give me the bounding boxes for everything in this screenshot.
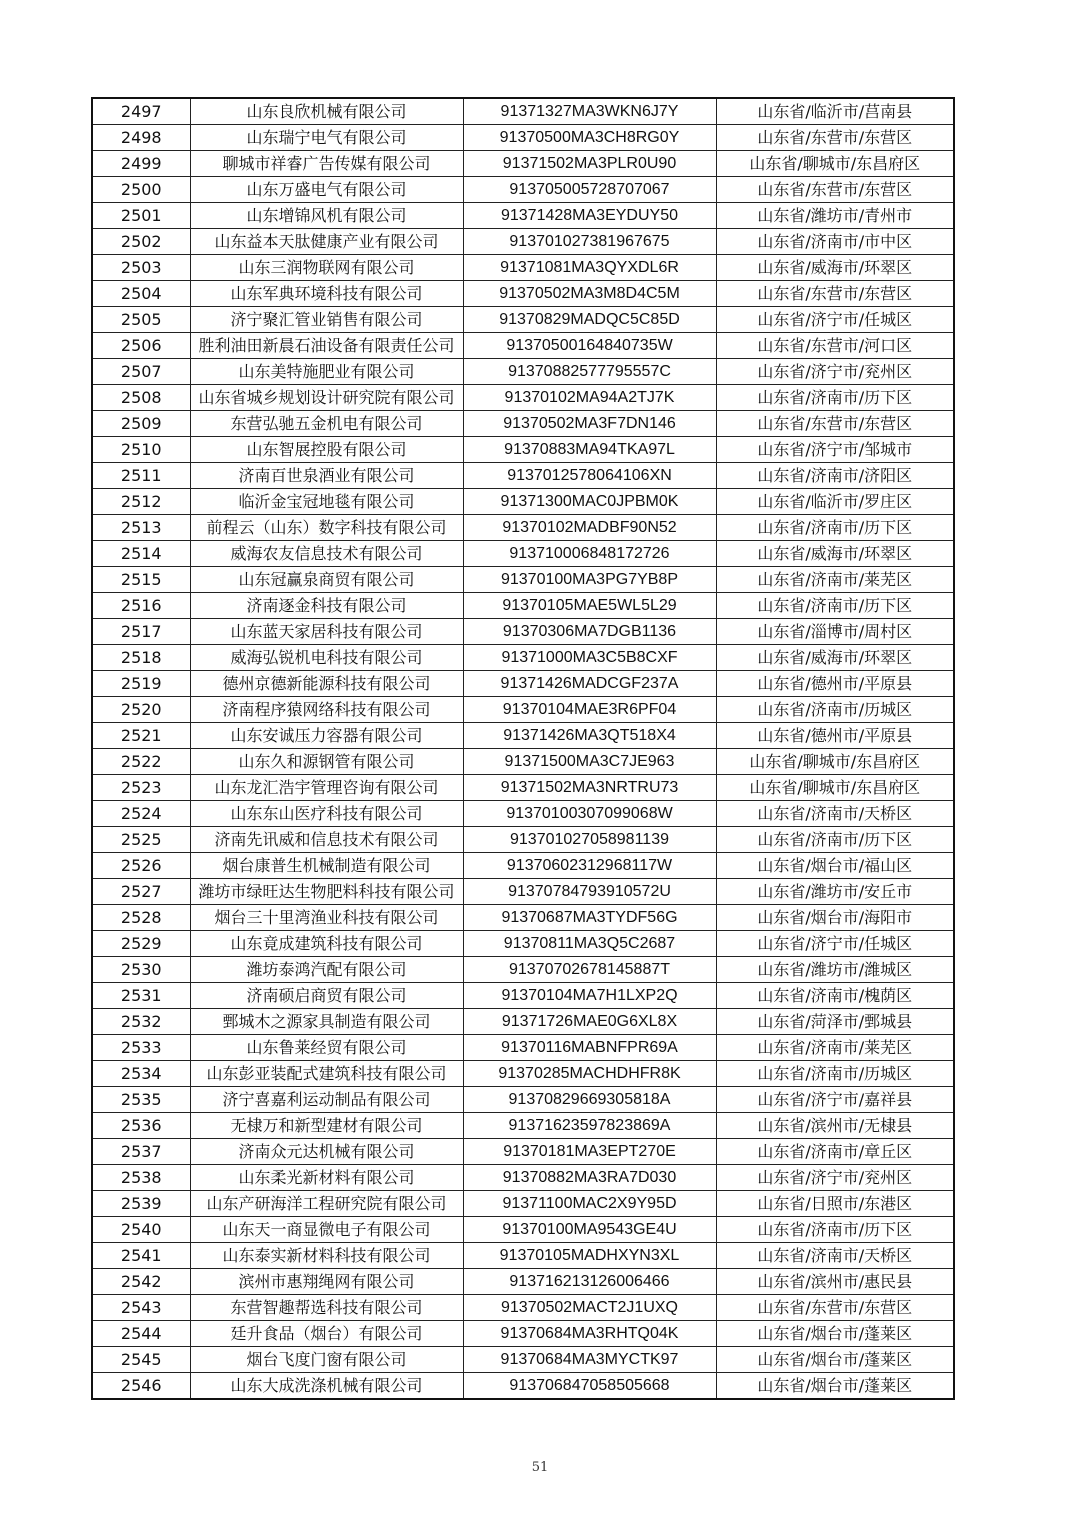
table-row [92, 1165, 954, 1191]
region-cell: 山东省/潍坊市/潍城区 [716, 957, 954, 983]
company-name-cell: 威海弘锐机电科技有限公司 [190, 645, 463, 671]
table-row [92, 281, 954, 307]
serial-number-cell: 2537 [92, 1139, 190, 1165]
region-cell: 山东省/济南市/济阳区 [716, 463, 954, 489]
table-row [92, 983, 954, 1009]
credit-code-cell: 9137012578064106XN [463, 463, 716, 489]
serial-number-cell: 2544 [92, 1321, 190, 1347]
table-row [92, 697, 954, 723]
region-cell: 山东省/临沂市/罗庄区 [716, 489, 954, 515]
company-name-cell: 东营智趣帮选科技有限公司 [190, 1295, 463, 1321]
company-name-cell: 临沂金宝冠地毯有限公司 [190, 489, 463, 515]
credit-code-cell: 91370829MADQC5C85D [463, 307, 716, 333]
table-row [92, 333, 954, 359]
serial-number-cell: 2532 [92, 1009, 190, 1035]
region-cell: 山东省/聊城市/东昌府区 [716, 775, 954, 801]
table-row [92, 1217, 954, 1243]
serial-number-cell: 2503 [92, 255, 190, 281]
serial-number-cell: 2521 [92, 723, 190, 749]
company-name-cell: 山东龙汇浩宇管理咨询有限公司 [190, 775, 463, 801]
serial-number-cell: 2500 [92, 177, 190, 203]
region-cell: 山东省/济南市/历下区 [716, 1217, 954, 1243]
table-row [92, 307, 954, 333]
serial-number-cell: 2498 [92, 125, 190, 151]
company-name-cell: 山东军典环境科技有限公司 [190, 281, 463, 307]
region-cell: 山东省/淄博市/周村区 [716, 619, 954, 645]
credit-code-cell: 91371500MA3C7JE963 [463, 749, 716, 775]
company-name-cell: 山东三润物联网有限公司 [190, 255, 463, 281]
company-name-cell: 山东益本天肽健康产业有限公司 [190, 229, 463, 255]
company-name-cell: 济宁聚汇管业销售有限公司 [190, 307, 463, 333]
serial-number-cell: 2546 [92, 1373, 190, 1400]
company-name-cell: 潍坊泰鸿汽配有限公司 [190, 957, 463, 983]
serial-number-cell: 2520 [92, 697, 190, 723]
company-name-cell: 前程云（山东）数字科技有限公司 [190, 515, 463, 541]
region-cell: 山东省/济宁市/兖州区 [716, 359, 954, 385]
region-cell: 山东省/济宁市/任城区 [716, 931, 954, 957]
credit-code-cell: 91371502MA3PLR0U90 [463, 151, 716, 177]
serial-number-cell: 2519 [92, 671, 190, 697]
table-row [92, 463, 954, 489]
table-row [92, 853, 954, 879]
table-row [92, 749, 954, 775]
region-cell: 山东省/聊城市/东昌府区 [716, 749, 954, 775]
credit-code-cell: 91370684MA3RHTQ04K [463, 1321, 716, 1347]
company-name-cell: 济南逐金科技有限公司 [190, 593, 463, 619]
region-cell: 山东省/威海市/环翠区 [716, 645, 954, 671]
serial-number-cell: 2505 [92, 307, 190, 333]
company-name-cell: 山东冠赢泉商贸有限公司 [190, 567, 463, 593]
credit-code-cell: 91370100MA9543GE4U [463, 1217, 716, 1243]
table-row [92, 1347, 954, 1373]
region-cell: 山东省/烟台市/蓬莱区 [716, 1373, 954, 1400]
credit-code-cell: 91371426MA3QT518X4 [463, 723, 716, 749]
region-cell: 山东省/济南市/历城区 [716, 697, 954, 723]
credit-code-cell: 91370784793910572U [463, 879, 716, 905]
credit-code-cell: 91371327MA3WKN6J7Y [463, 98, 716, 125]
credit-code-cell: 91370105MAE5WL5L29 [463, 593, 716, 619]
serial-number-cell: 2506 [92, 333, 190, 359]
table-row [92, 385, 954, 411]
company-name-cell: 山东万盛电气有限公司 [190, 177, 463, 203]
region-cell: 山东省/东营市/东营区 [716, 125, 954, 151]
table-row [92, 151, 954, 177]
credit-code-cell: 91370811MA3Q5C2687 [463, 931, 716, 957]
credit-code-cell: 91370687MA3TYDF56G [463, 905, 716, 931]
company-name-cell: 烟台三十里湾渔业科技有限公司 [190, 905, 463, 931]
region-cell: 山东省/东营市/东营区 [716, 177, 954, 203]
credit-code-cell: 91370500164840735W [463, 333, 716, 359]
table-row [92, 1243, 954, 1269]
credit-code-cell: 913705005728707067 [463, 177, 716, 203]
company-name-cell: 济宁喜嘉利运动制品有限公司 [190, 1087, 463, 1113]
table-row [92, 775, 954, 801]
company-name-cell: 山东泰实新材料科技有限公司 [190, 1243, 463, 1269]
table-row [92, 255, 954, 281]
credit-code-cell: 91371000MA3C5B8CXF [463, 645, 716, 671]
company-name-cell: 山东竟成建筑科技有限公司 [190, 931, 463, 957]
credit-code-cell: 91371623597823869A [463, 1113, 716, 1139]
table-row [92, 801, 954, 827]
credit-code-cell: 91370502MACT2J1UXQ [463, 1295, 716, 1321]
serial-number-cell: 2522 [92, 749, 190, 775]
company-name-cell: 山东鲁莱经贸有限公司 [190, 1035, 463, 1061]
region-cell: 山东省/东营市/东营区 [716, 1295, 954, 1321]
region-cell: 山东省/烟台市/海阳市 [716, 905, 954, 931]
table-row [92, 359, 954, 385]
company-name-cell: 山东美特施肥业有限公司 [190, 359, 463, 385]
company-name-cell: 山东产研海洋工程研究院有限公司 [190, 1191, 463, 1217]
region-cell: 山东省/济南市/历下区 [716, 593, 954, 619]
region-cell: 山东省/聊城市/东昌府区 [716, 151, 954, 177]
company-name-cell: 济南硕启商贸有限公司 [190, 983, 463, 1009]
table-row [92, 541, 954, 567]
credit-code-cell: 91371502MA3NRTRU73 [463, 775, 716, 801]
region-cell: 山东省/济南市/历下区 [716, 385, 954, 411]
company-name-cell: 德州京德新能源科技有限公司 [190, 671, 463, 697]
table-row [92, 177, 954, 203]
company-name-cell: 滨州市惠翔绳网有限公司 [190, 1269, 463, 1295]
credit-code-cell: 91370882MA3RA7D030 [463, 1165, 716, 1191]
company-name-cell: 山东彭亚装配式建筑科技有限公司 [190, 1061, 463, 1087]
table-row [92, 411, 954, 437]
region-cell: 山东省/威海市/环翠区 [716, 541, 954, 567]
company-name-cell: 廷升食品（烟台）有限公司 [190, 1321, 463, 1347]
company-name-cell: 山东安诚压力容器有限公司 [190, 723, 463, 749]
serial-number-cell: 2502 [92, 229, 190, 255]
company-name-cell: 胜利油田新晨石油设备有限责任公司 [190, 333, 463, 359]
credit-code-cell: 91371300MAC0JPBM0K [463, 489, 716, 515]
company-name-cell: 山东柔光新材料有限公司 [190, 1165, 463, 1191]
serial-number-cell: 2518 [92, 645, 190, 671]
credit-code-cell: 91370882577795557C [463, 359, 716, 385]
region-cell: 山东省/济南市/章丘区 [716, 1139, 954, 1165]
company-name-cell: 威海农友信息技术有限公司 [190, 541, 463, 567]
credit-code-cell: 91370100MA3PG7YB8P [463, 567, 716, 593]
serial-number-cell: 2529 [92, 931, 190, 957]
company-name-cell: 山东大成洗涤机械有限公司 [190, 1373, 463, 1400]
serial-number-cell: 2514 [92, 541, 190, 567]
serial-number-cell: 2513 [92, 515, 190, 541]
company-name-cell: 山东良欣机械有限公司 [190, 98, 463, 125]
region-cell: 山东省/济南市/历城区 [716, 1061, 954, 1087]
credit-code-cell: 913706847058505668 [463, 1373, 716, 1400]
table-row [92, 1113, 954, 1139]
credit-code-cell: 91370883MA94TKA97L [463, 437, 716, 463]
serial-number-cell: 2535 [92, 1087, 190, 1113]
table-row [92, 1139, 954, 1165]
serial-number-cell: 2517 [92, 619, 190, 645]
credit-code-cell: 91370100307099068W [463, 801, 716, 827]
region-cell: 山东省/济南市/天桥区 [716, 1243, 954, 1269]
table-row [92, 827, 954, 853]
credit-code-cell: 91370181MA3EPT270E [463, 1139, 716, 1165]
region-cell: 山东省/济宁市/邹城市 [716, 437, 954, 463]
table-row [92, 125, 954, 151]
serial-number-cell: 2539 [92, 1191, 190, 1217]
region-cell: 山东省/济南市/天桥区 [716, 801, 954, 827]
credit-code-cell: 91370102MA94A2TJ7K [463, 385, 716, 411]
serial-number-cell: 2533 [92, 1035, 190, 1061]
region-cell: 山东省/滨州市/惠民县 [716, 1269, 954, 1295]
region-cell: 山东省/菏泽市/鄄城县 [716, 1009, 954, 1035]
credit-code-cell: 91370829669305818A [463, 1087, 716, 1113]
serial-number-cell: 2511 [92, 463, 190, 489]
region-cell: 山东省/德州市/平原县 [716, 671, 954, 697]
table-row [92, 1295, 954, 1321]
serial-number-cell: 2541 [92, 1243, 190, 1269]
region-cell: 山东省/日照市/东港区 [716, 1191, 954, 1217]
table-row [92, 98, 954, 125]
company-name-cell: 济南众元达机械有限公司 [190, 1139, 463, 1165]
serial-number-cell: 2507 [92, 359, 190, 385]
serial-number-cell: 2512 [92, 489, 190, 515]
table-row [92, 515, 954, 541]
serial-number-cell: 2504 [92, 281, 190, 307]
serial-number-cell: 2526 [92, 853, 190, 879]
table-row [92, 437, 954, 463]
table-row [92, 645, 954, 671]
company-name-cell: 济南百世泉酒业有限公司 [190, 463, 463, 489]
credit-code-cell: 91370105MADHXYN3XL [463, 1243, 716, 1269]
company-name-cell: 烟台飞度门窗有限公司 [190, 1347, 463, 1373]
company-list-table [91, 97, 955, 1400]
table-row [92, 905, 954, 931]
serial-number-cell: 2536 [92, 1113, 190, 1139]
table-row [92, 1269, 954, 1295]
table-row [92, 1191, 954, 1217]
region-cell: 山东省/东营市/东营区 [716, 281, 954, 307]
credit-code-cell: 913701027381967675 [463, 229, 716, 255]
table-row [92, 203, 954, 229]
company-name-cell: 济南先讯威和信息技术有限公司 [190, 827, 463, 853]
region-cell: 山东省/滨州市/无棣县 [716, 1113, 954, 1139]
region-cell: 山东省/济南市/历下区 [716, 827, 954, 853]
serial-number-cell: 2542 [92, 1269, 190, 1295]
serial-number-cell: 2531 [92, 983, 190, 1009]
credit-code-cell: 91370500MA3CH8RG0Y [463, 125, 716, 151]
credit-code-cell: 91370502MA3F7DN146 [463, 411, 716, 437]
credit-code-cell: 91371726MAE0G6XL8X [463, 1009, 716, 1035]
region-cell: 山东省/烟台市/福山区 [716, 853, 954, 879]
region-cell: 山东省/烟台市/蓬莱区 [716, 1347, 954, 1373]
company-name-cell: 东营弘驰五金机电有限公司 [190, 411, 463, 437]
region-cell: 山东省/济南市/莱芜区 [716, 1035, 954, 1061]
company-name-cell: 山东增锦风机有限公司 [190, 203, 463, 229]
region-cell: 山东省/东营市/东营区 [716, 411, 954, 437]
serial-number-cell: 2524 [92, 801, 190, 827]
table-row [92, 489, 954, 515]
table-row [92, 723, 954, 749]
serial-number-cell: 2501 [92, 203, 190, 229]
company-name-cell: 山东东山医疗科技有限公司 [190, 801, 463, 827]
region-cell: 山东省/临沂市/莒南县 [716, 98, 954, 125]
credit-code-cell: 91370306MA7DGB1136 [463, 619, 716, 645]
company-name-cell: 山东省城乡规划设计研究院有限公司 [190, 385, 463, 411]
serial-number-cell: 2538 [92, 1165, 190, 1191]
credit-code-cell: 91370285MACHDHFR8K [463, 1061, 716, 1087]
serial-number-cell: 2527 [92, 879, 190, 905]
table-row [92, 1087, 954, 1113]
credit-code-cell: 91370702678145887T [463, 957, 716, 983]
serial-number-cell: 2516 [92, 593, 190, 619]
company-name-cell: 山东智展控股有限公司 [190, 437, 463, 463]
region-cell: 山东省/烟台市/蓬莱区 [716, 1321, 954, 1347]
serial-number-cell: 2509 [92, 411, 190, 437]
serial-number-cell: 2523 [92, 775, 190, 801]
region-cell: 山东省/德州市/平原县 [716, 723, 954, 749]
credit-code-cell: 91370116MABNFPR69A [463, 1035, 716, 1061]
company-name-cell: 山东久和源钢管有限公司 [190, 749, 463, 775]
table-row [92, 879, 954, 905]
region-cell: 山东省/东营市/河口区 [716, 333, 954, 359]
table-row [92, 567, 954, 593]
serial-number-cell: 2525 [92, 827, 190, 853]
table-row [92, 593, 954, 619]
company-list-body [92, 98, 954, 1399]
table-row [92, 1321, 954, 1347]
serial-number-cell: 2528 [92, 905, 190, 931]
company-name-cell: 山东瑞宁电气有限公司 [190, 125, 463, 151]
credit-code-cell: 913710006848172726 [463, 541, 716, 567]
region-cell: 山东省/威海市/环翠区 [716, 255, 954, 281]
region-cell: 山东省/济南市/市中区 [716, 229, 954, 255]
serial-number-cell: 2515 [92, 567, 190, 593]
serial-number-cell: 2545 [92, 1347, 190, 1373]
region-cell: 山东省/潍坊市/青州市 [716, 203, 954, 229]
table-row [92, 957, 954, 983]
table-row [92, 1009, 954, 1035]
credit-code-cell: 91370502MA3M8D4C5M [463, 281, 716, 307]
region-cell: 山东省/济南市/历下区 [716, 515, 954, 541]
serial-number-cell: 2530 [92, 957, 190, 983]
table-row [92, 619, 954, 645]
region-cell: 山东省/济南市/槐荫区 [716, 983, 954, 1009]
serial-number-cell: 2510 [92, 437, 190, 463]
region-cell: 山东省/济宁市/兖州区 [716, 1165, 954, 1191]
company-name-cell: 山东天一商显微电子有限公司 [190, 1217, 463, 1243]
credit-code-cell: 91371428MA3EYDUY50 [463, 203, 716, 229]
credit-code-cell: 91371426MADCGF237A [463, 671, 716, 697]
region-cell: 山东省/潍坊市/安丘市 [716, 879, 954, 905]
credit-code-cell: 91371081MA3QYXDL6R [463, 255, 716, 281]
serial-number-cell: 2497 [92, 98, 190, 125]
company-name-cell: 山东蓝天家居科技有限公司 [190, 619, 463, 645]
credit-code-cell: 91370684MA3MYCTK97 [463, 1347, 716, 1373]
credit-code-cell: 91371100MAC2X9Y95D [463, 1191, 716, 1217]
serial-number-cell: 2508 [92, 385, 190, 411]
table-row [92, 1035, 954, 1061]
table-row [92, 1373, 954, 1400]
region-cell: 山东省/济南市/莱芜区 [716, 567, 954, 593]
serial-number-cell: 2543 [92, 1295, 190, 1321]
table-row [92, 229, 954, 255]
company-name-cell: 无棣万和新型建材有限公司 [190, 1113, 463, 1139]
company-name-cell: 济南程序猿网络科技有限公司 [190, 697, 463, 723]
page-number: 51 [531, 1460, 549, 1475]
region-cell: 山东省/济宁市/嘉祥县 [716, 1087, 954, 1113]
serial-number-cell: 2499 [92, 151, 190, 177]
serial-number-cell: 2534 [92, 1061, 190, 1087]
credit-code-cell: 913716213126006466 [463, 1269, 716, 1295]
region-cell: 山东省/济宁市/任城区 [716, 307, 954, 333]
company-name-cell: 鄄城木之源家具制造有限公司 [190, 1009, 463, 1035]
table-row [92, 1061, 954, 1087]
company-name-cell: 聊城市祥睿广告传媒有限公司 [190, 151, 463, 177]
credit-code-cell: 91370602312968117W [463, 853, 716, 879]
credit-code-cell: 91370104MAE3R6PF04 [463, 697, 716, 723]
credit-code-cell: 91370104MA7H1LXP2Q [463, 983, 716, 1009]
table-row [92, 671, 954, 697]
company-name-cell: 烟台康普生机械制造有限公司 [190, 853, 463, 879]
credit-code-cell: 913701027058981139 [463, 827, 716, 853]
company-name-cell: 潍坊市绿旺达生物肥料科技有限公司 [190, 879, 463, 905]
serial-number-cell: 2540 [92, 1217, 190, 1243]
credit-code-cell: 91370102MADBF90N52 [463, 515, 716, 541]
table-row [92, 931, 954, 957]
